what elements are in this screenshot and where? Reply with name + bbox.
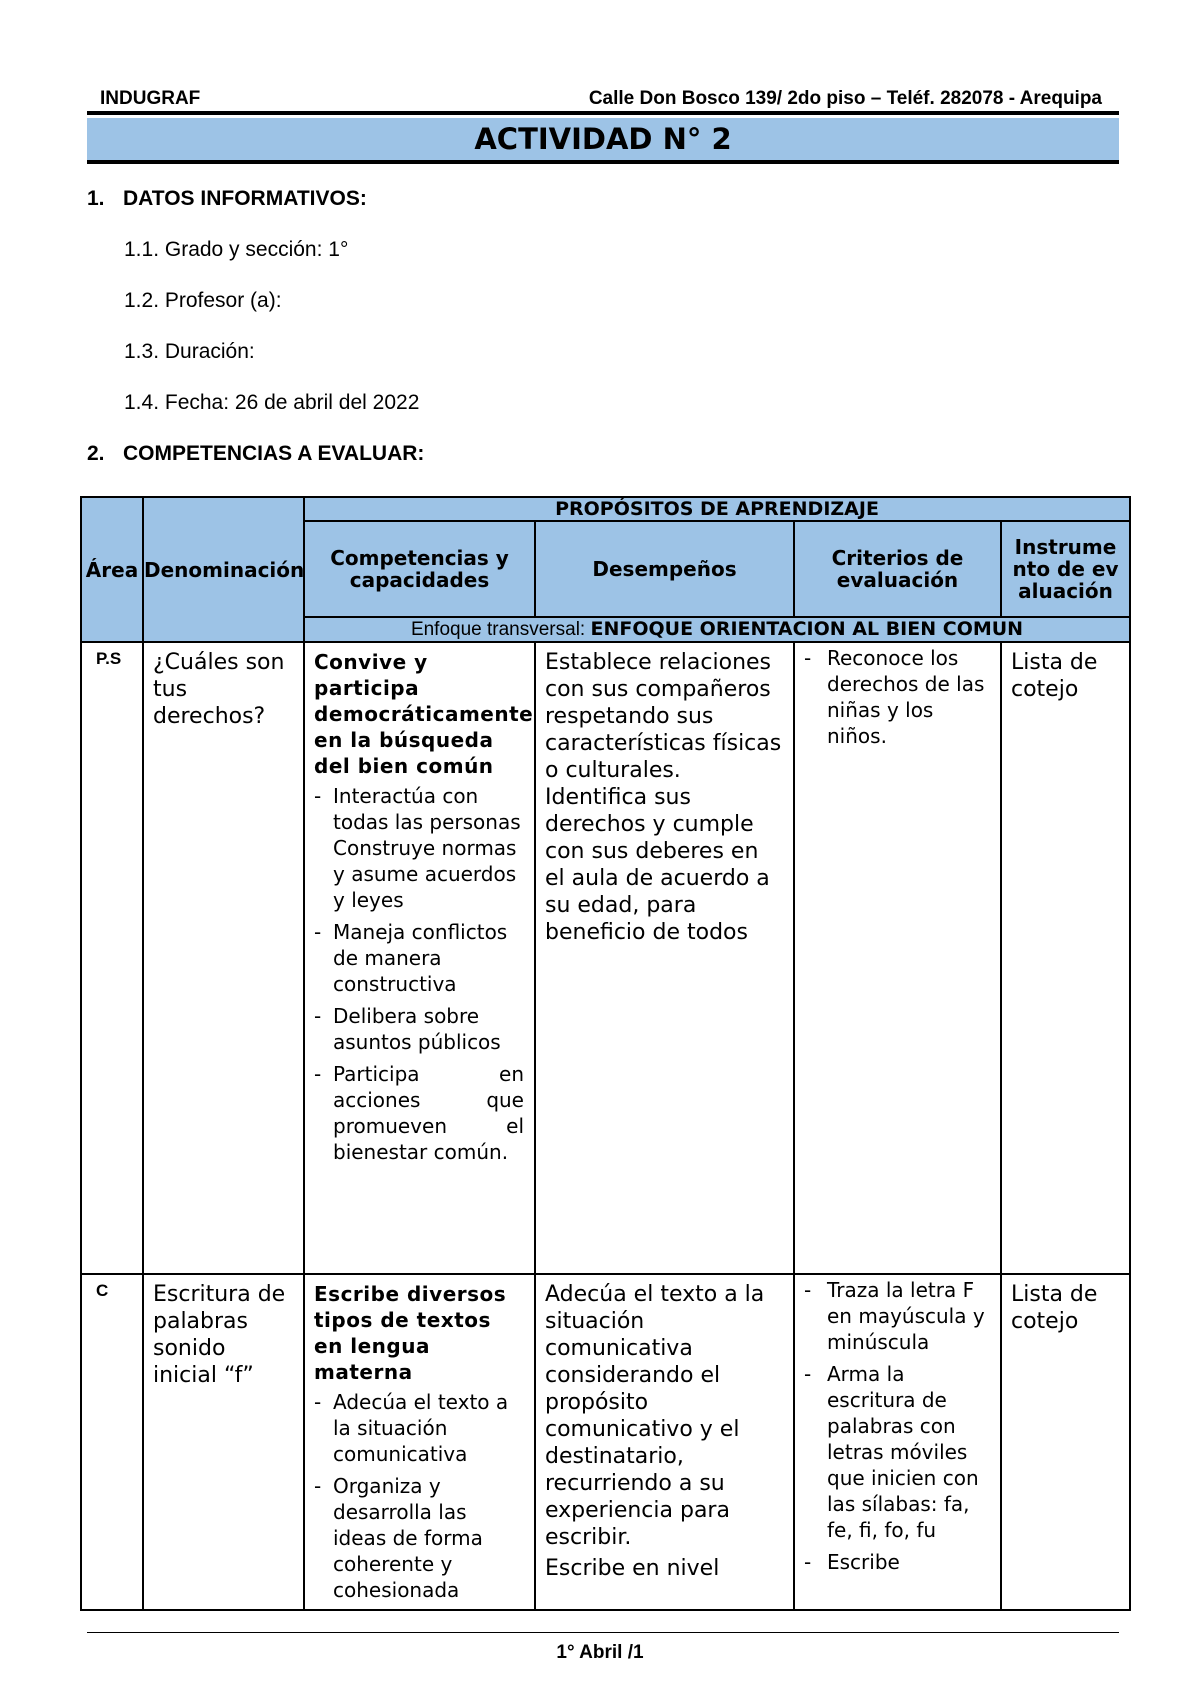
row-desempenos <box>535 642 794 1274</box>
desempenos-extra: Escribe en nivel <box>545 1556 720 1581</box>
table-row <box>81 642 1130 1274</box>
info-duracion: 1.3. Duración: <box>124 340 255 363</box>
criterios-list <box>804 645 994 749</box>
footer-rule <box>87 1632 1119 1633</box>
capacidad-item: - Adecúa el texto a la situación comunicativa <box>314 1389 524 1467</box>
capacidad-item: - Delibera sobre asuntos públicos <box>314 1003 524 1055</box>
row-competencia-cell <box>304 1274 535 1610</box>
criterio-item: - Traza la letra F en mayúscula y minúscula <box>804 1277 994 1355</box>
desempenos-text: Adecúa el texto a la situación comunicativa considerando el propósito comunicativo y el destinatario, recurriendo a su experiencia para escribir. <box>545 1282 765 1550</box>
row-instrumento: Lista de cotejo <box>1001 642 1130 1274</box>
row-instrumento: Lista de cotejo <box>1001 1274 1130 1610</box>
info-fecha: 1.4. Fecha: 26 de abril del 2022 <box>124 391 420 414</box>
page-footer: 1° Abril /1 <box>556 1642 644 1663</box>
header-competencias: Competencias y capacidades <box>304 521 535 617</box>
competencia-title: Convive y participa democráticamente en la búsqueda del bien común <box>314 650 534 778</box>
desempenos-text: Establece relaciones con sus compañeros respetando sus características físicas o culturales. Identifica sus derechos y cumple con sus deberes en el aula de acuerdo a su edad, para beneficio de todos <box>545 650 782 945</box>
table-row <box>81 1274 1130 1610</box>
criterio-item: - Arma la escritura de palabras con letras móviles que inicien con las sílabas: fa, fe, fi, fo, fu <box>804 1361 994 1543</box>
header-rule <box>87 111 1119 115</box>
page-header <box>97 88 1105 110</box>
activity-title: ACTIVIDAD N° 2 <box>87 118 1119 160</box>
header-criterios: Criterios de evaluación <box>794 521 1001 617</box>
criterio-item: - Escribe <box>804 1549 994 1575</box>
header-desempenos: Desempeños <box>535 521 794 617</box>
row-competencia-cell <box>304 642 535 1274</box>
criterios-list <box>804 1277 994 1575</box>
info-grado: 1.1. Grado y sección: 1° <box>124 238 349 261</box>
row-denominacion: Escritura de palabras sonido inicial “f” <box>143 1274 304 1610</box>
row-criterios <box>794 1274 1001 1610</box>
criterio-item: - Reconoce los derechos de las niñas y los niños. <box>804 645 994 749</box>
section-competencias <box>87 442 424 466</box>
header-company: INDUGRAF <box>100 88 201 109</box>
enfoque-transversal <box>304 617 1130 642</box>
competencias-table <box>80 496 1131 1611</box>
capacidades-list <box>314 1389 524 1603</box>
enfoque-value: ENFOQUE ORIENTACION AL BIEN COMUN <box>590 618 1024 640</box>
header-address: Calle Don Bosco 139/ 2do piso – Teléf. 282078 - Arequipa <box>588 88 1102 109</box>
header-propositos: PROPÓSITOS DE APRENDIZAJE <box>304 497 1130 521</box>
section-datos-informativos <box>87 187 367 211</box>
competencia-title: Escribe diversos tipos de textos en lengua materna <box>314 1282 507 1384</box>
row-denominacion: ¿Cuáles son tus derechos? <box>143 642 304 1274</box>
section-number: 1. <box>87 187 105 210</box>
capacidad-item: - Participa en acciones que promueven el bienestar común. <box>314 1061 524 1165</box>
row-criterios <box>794 642 1001 1274</box>
row-area: C <box>81 1274 143 1610</box>
info-profesor: 1.2. Profesor (a): <box>124 289 282 312</box>
capacidad-item: - Organiza y desarrolla las ideas de forma coherente y cohesionada <box>314 1473 524 1603</box>
capacidades-list <box>314 783 524 1165</box>
row-area: P.S <box>81 642 143 1274</box>
header-denominacion: Denominación <box>143 497 304 642</box>
section-label: DATOS INFORMATIVOS: <box>123 187 367 210</box>
capacidad-item: - Maneja conflictos de manera constructiva <box>314 919 524 997</box>
header-instrumento: Instrumento de evaluación <box>1001 521 1130 617</box>
header-area: Área <box>81 497 143 642</box>
title-rule <box>87 160 1119 164</box>
section-label: COMPETENCIAS A EVALUAR: <box>123 442 425 465</box>
capacidad-item: - Interactúa con todas las personas Construye normas y asume acuerdos y leyes <box>314 783 524 913</box>
section-number: 2. <box>87 442 105 465</box>
row-desempenos <box>535 1274 794 1610</box>
enfoque-label: Enfoque transversal: <box>410 619 591 640</box>
